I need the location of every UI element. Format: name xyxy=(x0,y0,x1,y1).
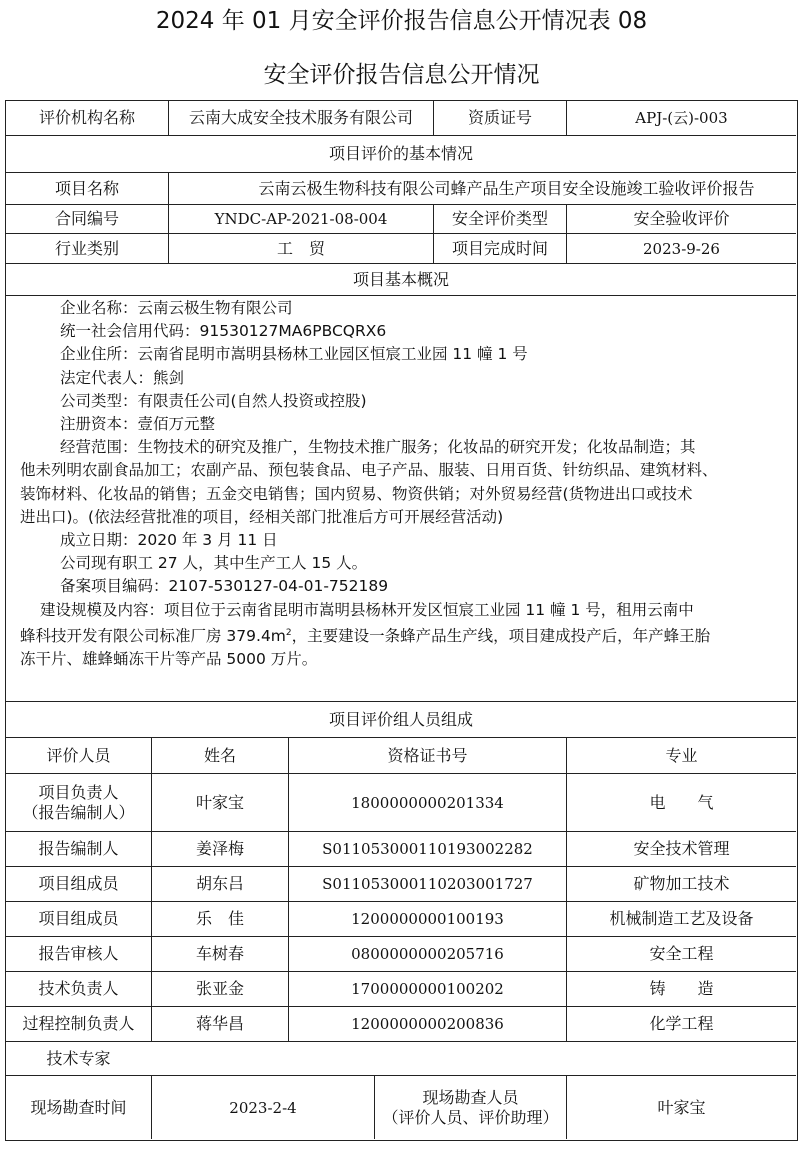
role-subtext: （报告编制人） xyxy=(22,802,135,822)
team-row-major: 化学工程 xyxy=(649,1014,714,1033)
team-row-role: 报告编制人 xyxy=(38,839,119,858)
team-col-role: 评价人员 xyxy=(46,745,111,765)
info-table xyxy=(5,100,798,1141)
company-name-line: 企业名称：云南云极生物有限公司 xyxy=(60,299,293,317)
team-row-cert: S011053000110203001727 xyxy=(322,875,533,893)
contract-value: YNDC-AP-2021-08-004 xyxy=(214,210,388,228)
team-row-major: 安全技术管理 xyxy=(633,839,730,858)
tech-expert-value xyxy=(152,1042,796,1075)
document-title: 2024 年 01 月安全评价报告信息公开情况表 08 xyxy=(155,8,648,34)
survey-staff-label xyxy=(375,1076,566,1139)
scale-text: 蜂科技开发有限公司标准厂房 379.4m xyxy=(20,627,286,645)
survey-staff-label-line: （评价人员、评价助理） xyxy=(382,1107,559,1127)
cert-value: APJ-(云)-003 xyxy=(635,109,728,127)
team-row-name: 张亚金 xyxy=(195,979,244,998)
business-scope-line: 他未列明农副食品加工；农副产品、预包装食品、电子产品、服装、日用百货、针纺织品、建筑材料、 xyxy=(20,461,718,480)
team-row-cert: 1800000000201334 xyxy=(351,793,504,812)
business-scope-line: 经营范围：生物技术的研究及推广，生物技术推广服务；化妆品的研究开发；化妆品制造；其 xyxy=(60,438,696,457)
business-scope-line: 装饰材料、化妆品的销售；五金交电销售；国内贸易、物资供销；对外贸易经营(货物进出口或技术 xyxy=(20,484,693,503)
team-row-cert: S011053000110193002282 xyxy=(322,840,533,858)
staff-line: 公司现有职工 27 人，其中生产工人 15 人。 xyxy=(60,554,368,573)
org-name-value: 云南大成安全技术服务有限公司 xyxy=(188,108,413,127)
team-row-role: 项目组成员 xyxy=(38,874,119,893)
team-row-major: 铸 造 xyxy=(649,979,714,998)
company-type-line: 公司类型：有限责任公司(自然人投资或控股) xyxy=(60,391,367,410)
contract-label: 合同编号 xyxy=(54,209,119,228)
team-row-role: 技术负责人 xyxy=(38,979,119,998)
basic-section-header: 项目评价的基本情况 xyxy=(328,144,473,163)
overview-text xyxy=(20,297,789,671)
project-name-label: 项目名称 xyxy=(54,178,119,198)
team-row-cert: 1700000000100202 xyxy=(351,980,504,998)
document-subtitle: 安全评价报告信息公开情况 xyxy=(263,62,540,88)
overview-section-header: 项目基本概况 xyxy=(352,269,449,289)
eval-type-value: 安全验收评价 xyxy=(633,209,730,228)
capital-line: 注册资本：壹佰万元整 xyxy=(60,415,216,434)
finish-time-value: 2023-9-26 xyxy=(643,239,720,258)
team-col-name: 姓名 xyxy=(203,745,236,765)
team-row-role: 项目组成员 xyxy=(38,909,119,928)
address-line: 企业住所：云南省昆明市嵩明县杨林工业园区恒宸工业园 11 幢 1 号 xyxy=(60,345,528,364)
construction-scale-line xyxy=(20,622,789,648)
business-scope-line: 进出口)。(依法经营批准的项目，经相关部门批准后方可开展经营活动) xyxy=(20,507,504,526)
team-row-role: 过程控制负责人 xyxy=(22,1014,135,1033)
scale-text: ，主要建设一条蜂产品生产线，项目建成投产后，年产蜂王胎 xyxy=(291,627,711,645)
team-row-major: 机械制造工艺及设备 xyxy=(609,909,754,928)
survey-staff-label-line: 现场勘查人员 xyxy=(422,1087,519,1107)
team-row-name: 乐 佳 xyxy=(195,909,244,928)
team-row-cert: 0800000000205716 xyxy=(351,945,504,963)
construction-scale-line: 建设规模及内容：项目位于云南省昆明市嵩明县杨林开发区恒宸工业园 11 幢 1 号，租用云南中 xyxy=(40,600,694,619)
survey-staff-value: 叶家宝 xyxy=(657,1097,706,1117)
industry-value: 工 贸 xyxy=(276,238,325,258)
record-number-line: 备案项目编码：2107-530127-04-01-752189 xyxy=(60,577,389,596)
team-row-cert: 1200000000100193 xyxy=(351,910,504,928)
team-row-role: 报告审核人 xyxy=(38,944,119,963)
team-row-name: 蒋华昌 xyxy=(195,1014,244,1033)
square-superscript: 2 xyxy=(285,627,292,638)
project-name-value: 云南云极生物科技有限公司蜂产品生产项目安全设施竣工验收评价报告 xyxy=(258,178,755,198)
founded-line: 成立日期：2020 年 3 月 11 日 xyxy=(60,531,278,550)
team-row-major: 安全工程 xyxy=(649,944,714,963)
team-section-header: 项目评价组人员组成 xyxy=(328,709,473,729)
team-row-name: 车树春 xyxy=(195,944,244,963)
org-name-label: 评价机构名称 xyxy=(38,108,135,127)
team-row-name: 胡东吕 xyxy=(195,874,244,893)
legal-rep-line: 法定代表人：熊剑 xyxy=(60,368,185,387)
survey-time-value: 2023-2-4 xyxy=(229,1098,297,1117)
team-row-role xyxy=(6,774,151,831)
team-col-cert: 资格证书号 xyxy=(387,745,468,765)
cert-label: 资质证号 xyxy=(467,108,532,127)
team-row-cert: 1200000000200836 xyxy=(351,1015,504,1033)
eval-type-label: 安全评价类型 xyxy=(451,209,548,228)
construction-scale-line: 冻干片、雄蜂蛹冻干片等产品 5000 万片。 xyxy=(20,650,318,669)
finish-time-label: 项目完成时间 xyxy=(451,238,548,258)
team-row-name: 叶家宝 xyxy=(195,792,244,812)
tech-expert-label: 技术专家 xyxy=(46,1048,111,1068)
team-row-name: 姜泽梅 xyxy=(195,839,244,858)
team-col-major: 专业 xyxy=(665,745,698,765)
industry-label: 行业类别 xyxy=(54,238,119,258)
team-row-major: 矿物加工技术 xyxy=(633,874,730,893)
team-row-major: 电 气 xyxy=(649,792,714,812)
survey-time-label: 现场勘查时间 xyxy=(30,1097,127,1117)
credit-code-line: 统一社会信用代码：91530127MA6PBCQRX6 xyxy=(60,322,387,341)
role-text: 项目负责人 xyxy=(38,782,119,802)
row-divider xyxy=(6,295,796,296)
